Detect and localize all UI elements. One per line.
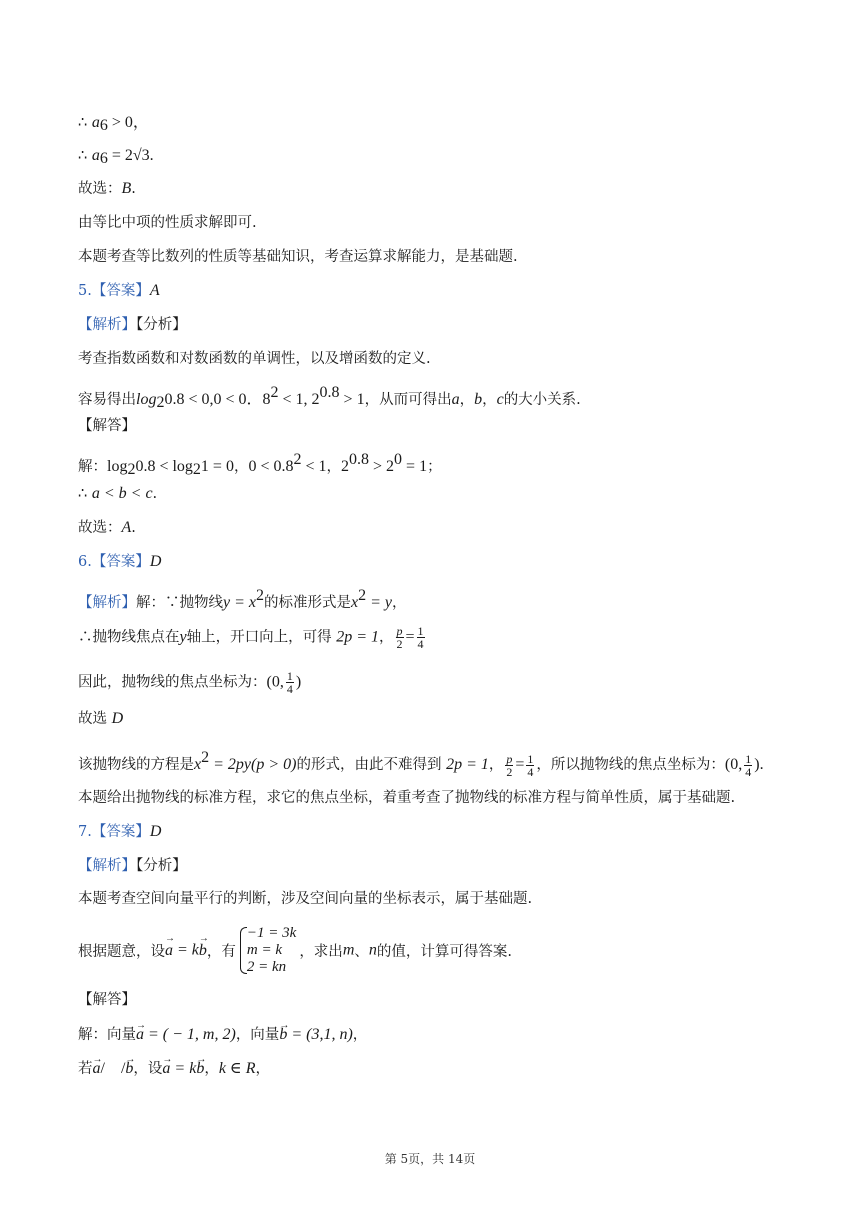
q5-choose: 故选：A. — [78, 519, 136, 536]
line-a6-value: ∴ $a_6 = 2√3$. — [78, 147, 154, 167]
q5-analysis-line2: 容易得出$\log_20.8 < 0,0 < 0$．$8^2 < 1$, $2^{0.8} > 1$，从而可得出a，b，c的大小关系. — [78, 384, 581, 411]
line-choose-b: 故选：B. — [78, 180, 136, 197]
q6-answer-heading: 6.【答案】D — [78, 553, 162, 570]
q7-solution-line1: 解：向量→ a = ( − 1, m, 2)，向量→ b = (3,1, n)， — [78, 1025, 367, 1045]
q7-solution-heading: 【解答】 — [78, 992, 136, 1008]
q7-analysis-line1: 本题考查空间向量平行的判断，涉及空间向量的坐标表示，属于基础题. — [78, 891, 533, 907]
q7-analysis-line2: 根据题意，设→ a = k→ b，有 −1 = 3k m = k 2 = kn ，求出m、n的值，计算可得答案. — [78, 925, 512, 976]
q5-solution-line1: 解：$\log_20.8 < \log_21 = 0$，$0 < 0.8^2 < 1$，$2^{0.8} > 2^0 = 1$； — [78, 451, 442, 478]
q5-analysis-line1: 考查指数函数和对数函数的单调性，以及增函数的定义. — [78, 351, 431, 367]
q5-solution-heading: 【解答】 — [78, 418, 136, 434]
line-a6-positive: ∴ $a_6 > 0$， — [78, 114, 149, 134]
q5-solution-line2: ∴ a < b < c. — [78, 485, 158, 502]
q7-solution-line2: 若→ a/ /→ b，设→ a = k→ b，k ∈ R， — [78, 1059, 270, 1079]
equation-system: −1 = 3k m = k 2 = kn — [239, 925, 296, 976]
q6-analysis-line5: 该抛物线的方程是$x^2 = 2py(p > 0)$的形式，由此不难得到 2p = 1， $\frac{p}{2}$ = $\frac{1}{4}$ ，所以抛物线的焦点坐标为：(0, $\frac{1}{4}$ ). — [78, 749, 764, 779]
line-method: 由等比中项的性质求解即可. — [78, 215, 257, 231]
q7-answer-heading: 7.【答案】D — [78, 823, 162, 840]
page-footer: 第 5页，共 14页 — [384, 1152, 476, 1166]
q7-analysis-heading: 【解析】【分析】 — [78, 858, 187, 874]
q6-analysis-line1: 【解析】解：∵抛物线$y = x^2$的标准形式是$x^2 = y$， — [78, 587, 407, 611]
q5-analysis-heading: 【解析】【分析】 — [78, 317, 187, 333]
q6-choose: 故选 D — [78, 710, 124, 727]
line-summary-4: 本题考查等比数列的性质等基础知识，考查运算求解能力，是基础题. — [78, 249, 518, 265]
q6-analysis-line2: ∴抛物线焦点在y轴上，开口向上，可得 2p = 1， $\frac{p}{2}$ = $\frac{1}{4}$ — [78, 624, 424, 651]
q5-answer-heading: 5.【答案】A — [78, 282, 160, 299]
q6-summary: 本题给出抛物线的标准方程，求它的焦点坐标，着重考查了抛物线的标准方程与简单性质，属于基础题. — [78, 790, 736, 806]
q6-analysis-line3: 因此，抛物线的焦点坐标为：(0, $\frac{1}{4}$ ) — [78, 669, 302, 696]
